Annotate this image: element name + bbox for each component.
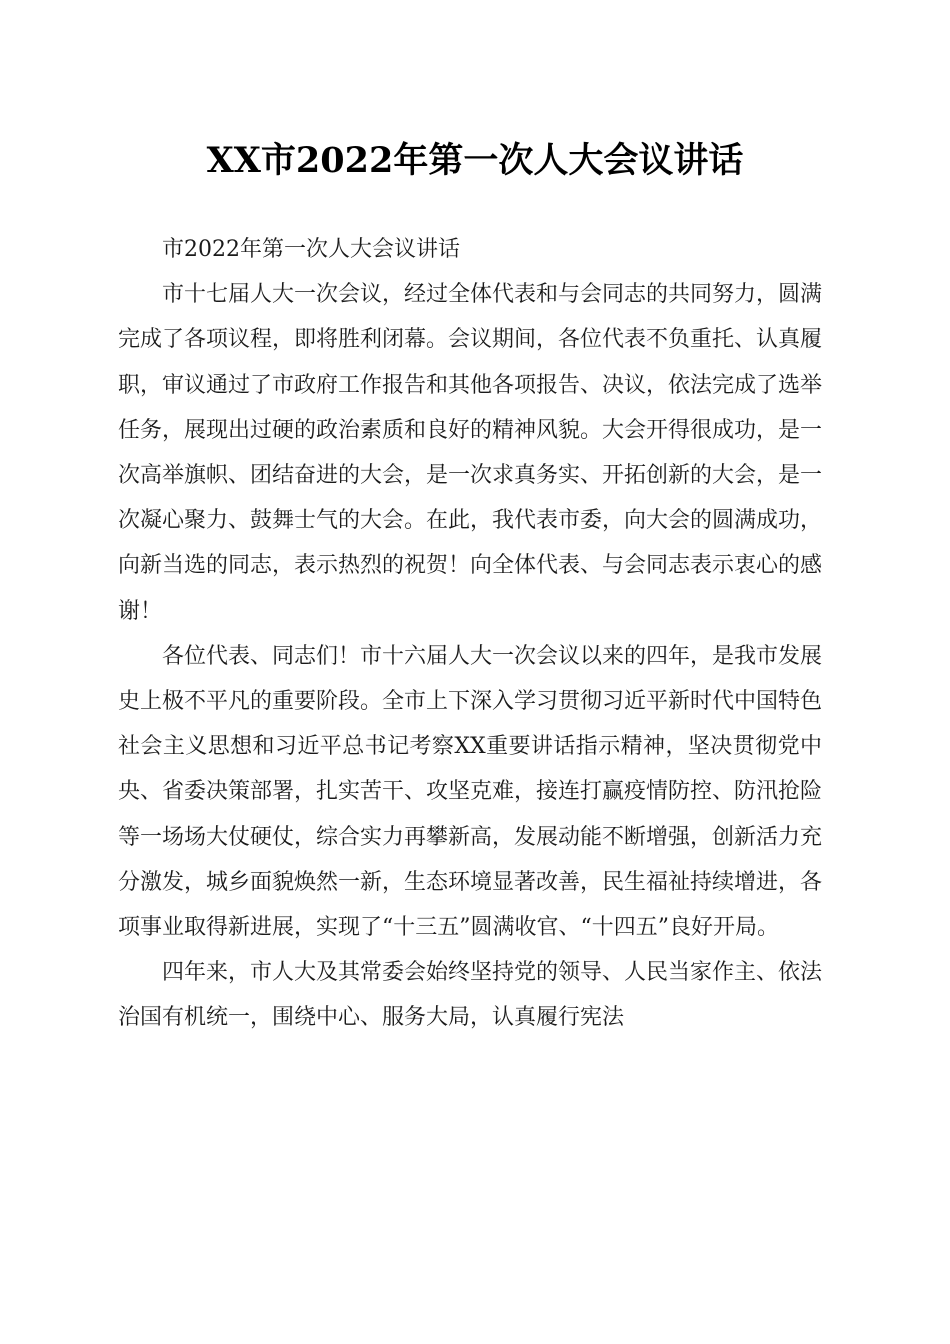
paragraph-subtitle: 市2022年第一次人大会议讲话 xyxy=(162,237,460,262)
paragraph: 各位代表、同志们！市十六届人大一次会议以来的四年，是我市发展史上极不平凡的重要阶段。全市上下深入学习贯彻习近平新时代中国特色社会主义思想和习近平总书记考察XX重要讲话指示精神，坚决贯彻党中央、省委决策部署，扎实苦干、攻坚克难，接连打赢疫情防控、防汛抢险等一场场大仗硬仗，综合实力再攀新高，发展动能不断增强，创新活力充分激发，城乡面貌焕然一新，生态环境显著改善，民生福祉持续增进，各项事业取得新进展，实现了“十三五”圆满收官、“十四五”良好开局。 xyxy=(118,643,823,941)
document-body xyxy=(118,227,822,1041)
paragraph: 市十七届人大一次会议，经过全体代表和与会同志的共同努力，圆满完成了各项议程，即将胜利闭幕。会议期间，各位代表不负重托、认真履职，审议通过了市政府工作报告和其他各项报告、决议，依法完成了选举任务，展现出过硬的政治素质和良好的精神风貌。大会开得很成功，是一次高举旗帜、团结奋进的大会，是一次求真务实、开拓创新的大会，是一次凝心聚力、鼓舞士气的大会。在此，我代表市委，向大会的圆满成功，向新当选的同志，表示热烈的祝贺！向全体代表、与会同志表示衷心的感谢！ xyxy=(118,282,823,624)
paragraph: 四年来，市人大及其常委会始终坚持党的领导、人民当家作主、依法治国有机统一，围绕中心、服务大局，认真履行宪法 xyxy=(118,960,823,1031)
document-title: XX市2022年第一次人大会议讲话 xyxy=(206,140,744,181)
